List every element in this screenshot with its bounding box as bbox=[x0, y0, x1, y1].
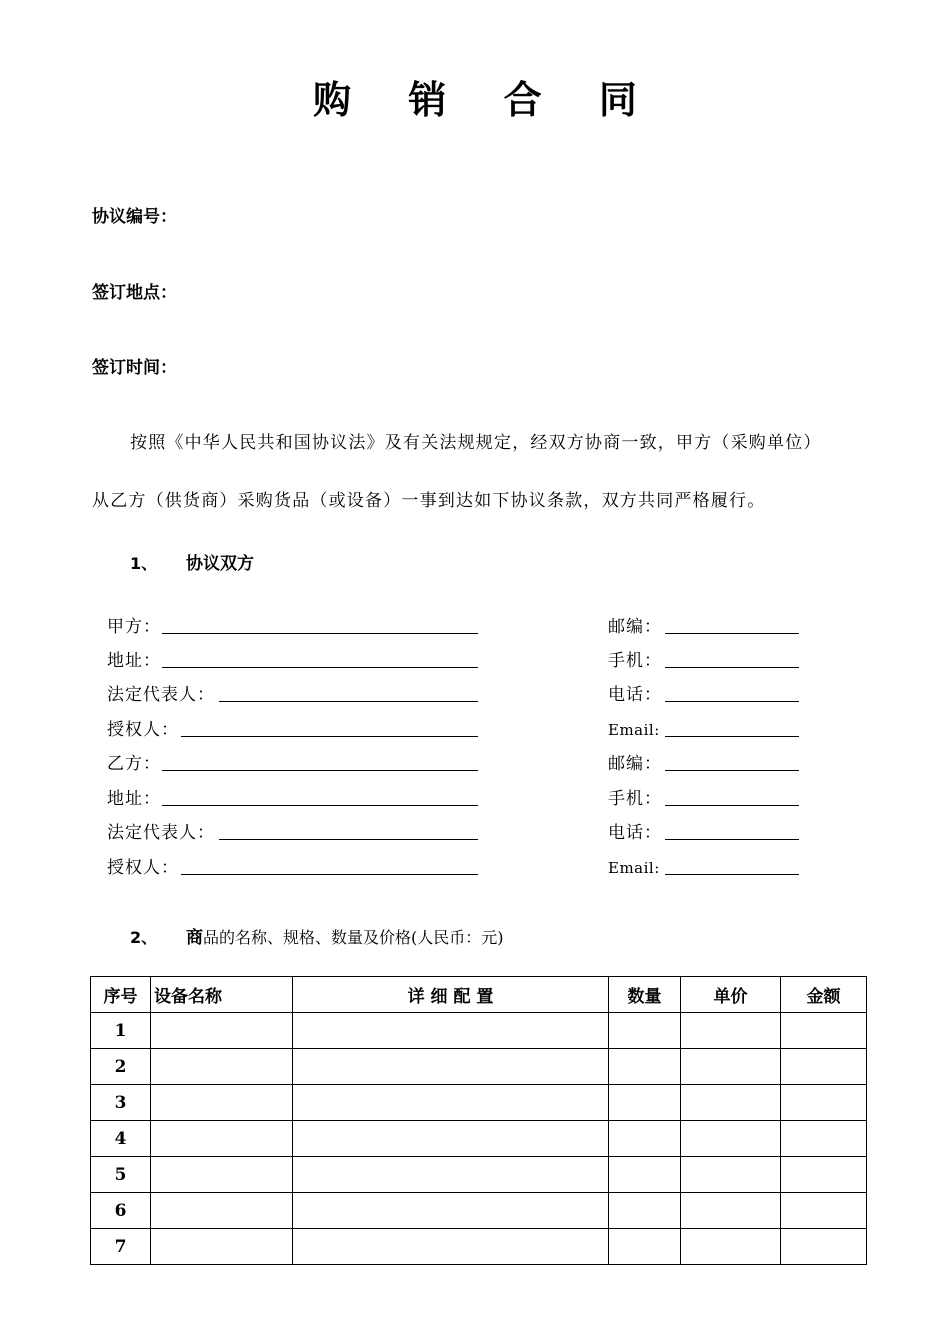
party-a-postcode-label: 邮编： bbox=[608, 617, 662, 637]
header-equipment-name: 设备名称 bbox=[151, 977, 293, 1013]
cell-equipment-name[interactable] bbox=[151, 1013, 293, 1049]
party-a-address-label: 地址： bbox=[107, 651, 161, 671]
cell-quantity[interactable] bbox=[609, 1049, 681, 1085]
row-number: 4 bbox=[91, 1121, 151, 1157]
party-a-mobile-line[interactable] bbox=[665, 667, 799, 668]
document-title: 购 销 合 同 bbox=[313, 78, 659, 122]
intro-line-2: 从乙方（供货商）采购货品（或设备）一事到达如下协议条款，双方共同严格履行。 bbox=[92, 491, 766, 511]
section-2-title-rest: 品的名称、规格、数量及价格(人民币：元) bbox=[203, 928, 504, 947]
party-b-label: 乙方： bbox=[107, 754, 161, 774]
section-2-title-bold: 商 bbox=[186, 928, 203, 948]
cell-config[interactable] bbox=[293, 1229, 609, 1265]
party-a-authorized-label: 授权人： bbox=[107, 720, 179, 740]
party-b-authorized-label: 授权人： bbox=[107, 858, 179, 878]
agreement-number-label: 协议编号： bbox=[92, 207, 177, 227]
party-b-line[interactable] bbox=[162, 770, 478, 771]
cell-amount[interactable] bbox=[781, 1085, 867, 1121]
party-a-label: 甲方： bbox=[107, 617, 161, 637]
row-number: 2 bbox=[91, 1049, 151, 1085]
party-b-address-label: 地址： bbox=[107, 789, 161, 809]
table-row bbox=[91, 1085, 867, 1121]
section-2-title bbox=[186, 926, 504, 950]
party-b-email-label: Email: bbox=[608, 859, 660, 877]
cell-equipment-name[interactable] bbox=[151, 1085, 293, 1121]
row-number: 6 bbox=[91, 1193, 151, 1229]
row-number: 7 bbox=[91, 1229, 151, 1265]
cell-unit-price[interactable] bbox=[681, 1229, 781, 1265]
table-header-row bbox=[91, 977, 867, 1013]
sign-time-label: 签订时间： bbox=[92, 358, 177, 378]
party-a-postcode-line[interactable] bbox=[665, 633, 799, 634]
party-a-authorized-line[interactable] bbox=[181, 736, 478, 737]
party-a-line[interactable] bbox=[162, 633, 478, 634]
cell-config[interactable] bbox=[293, 1157, 609, 1193]
row-number: 1 bbox=[91, 1013, 151, 1049]
cell-equipment-name[interactable] bbox=[151, 1121, 293, 1157]
cell-amount[interactable] bbox=[781, 1229, 867, 1265]
party-a-representative-line[interactable] bbox=[219, 701, 478, 702]
cell-equipment-name[interactable] bbox=[151, 1229, 293, 1265]
row-number: 3 bbox=[91, 1085, 151, 1121]
cell-quantity[interactable] bbox=[609, 1157, 681, 1193]
table-row bbox=[91, 1157, 867, 1193]
party-a-phone-line[interactable] bbox=[665, 701, 799, 702]
table-row bbox=[91, 1193, 867, 1229]
cell-quantity[interactable] bbox=[609, 1193, 681, 1229]
cell-amount[interactable] bbox=[781, 1049, 867, 1085]
table-row bbox=[91, 1121, 867, 1157]
cell-config[interactable] bbox=[293, 1193, 609, 1229]
cell-unit-price[interactable] bbox=[681, 1013, 781, 1049]
party-b-postcode-label: 邮编： bbox=[608, 754, 662, 774]
table-row bbox=[91, 1049, 867, 1085]
party-a-representative-label: 法定代表人： bbox=[107, 685, 215, 705]
header-config: 详 细 配 置 bbox=[293, 977, 609, 1013]
cell-amount[interactable] bbox=[781, 1157, 867, 1193]
party-b-mobile-label: 手机： bbox=[608, 789, 662, 809]
party-b-phone-label: 电话： bbox=[608, 823, 662, 843]
cell-config[interactable] bbox=[293, 1049, 609, 1085]
party-b-phone-line[interactable] bbox=[665, 839, 799, 840]
header-seq: 序号 bbox=[91, 977, 151, 1013]
party-a-email-line[interactable] bbox=[665, 736, 799, 737]
cell-unit-price[interactable] bbox=[681, 1193, 781, 1229]
cell-quantity[interactable] bbox=[609, 1013, 681, 1049]
cell-equipment-name[interactable] bbox=[151, 1193, 293, 1229]
cell-config[interactable] bbox=[293, 1013, 609, 1049]
row-number: 5 bbox=[91, 1157, 151, 1193]
party-a-email-label: Email: bbox=[608, 721, 660, 739]
cell-unit-price[interactable] bbox=[681, 1157, 781, 1193]
party-b-address-line[interactable] bbox=[162, 805, 478, 806]
section-1-title: 协议双方 bbox=[186, 554, 254, 574]
cell-quantity[interactable] bbox=[609, 1229, 681, 1265]
sign-place-label: 签订地点： bbox=[92, 283, 177, 303]
goods-table bbox=[90, 976, 867, 1265]
party-b-representative-label: 法定代表人： bbox=[107, 823, 215, 843]
header-quantity: 数量 bbox=[609, 977, 681, 1013]
party-b-email-line[interactable] bbox=[665, 874, 799, 875]
cell-unit-price[interactable] bbox=[681, 1121, 781, 1157]
cell-amount[interactable] bbox=[781, 1013, 867, 1049]
party-a-mobile-label: 手机： bbox=[608, 651, 662, 671]
party-b-representative-line[interactable] bbox=[219, 839, 478, 840]
cell-equipment-name[interactable] bbox=[151, 1157, 293, 1193]
section-1-number: 1、 bbox=[130, 554, 158, 573]
header-amount: 金额 bbox=[781, 977, 867, 1013]
cell-quantity[interactable] bbox=[609, 1085, 681, 1121]
party-a-address-line[interactable] bbox=[162, 667, 478, 668]
cell-config[interactable] bbox=[293, 1085, 609, 1121]
cell-unit-price[interactable] bbox=[681, 1085, 781, 1121]
cell-config[interactable] bbox=[293, 1121, 609, 1157]
table-row bbox=[91, 1013, 867, 1049]
cell-equipment-name[interactable] bbox=[151, 1049, 293, 1085]
intro-line-1: 按照《中华人民共和国协议法》及有关法规规定，经双方协商一致，甲方（采购单位） bbox=[130, 433, 822, 453]
header-unit-price: 单价 bbox=[681, 977, 781, 1013]
party-a-phone-label: 电话： bbox=[608, 685, 662, 705]
party-b-mobile-line[interactable] bbox=[665, 805, 799, 806]
cell-amount[interactable] bbox=[781, 1193, 867, 1229]
cell-quantity[interactable] bbox=[609, 1121, 681, 1157]
party-b-authorized-line[interactable] bbox=[181, 874, 478, 875]
cell-unit-price[interactable] bbox=[681, 1049, 781, 1085]
cell-amount[interactable] bbox=[781, 1121, 867, 1157]
table-row bbox=[91, 1229, 867, 1265]
section-2-number: 2、 bbox=[130, 928, 158, 947]
party-b-postcode-line[interactable] bbox=[665, 770, 799, 771]
